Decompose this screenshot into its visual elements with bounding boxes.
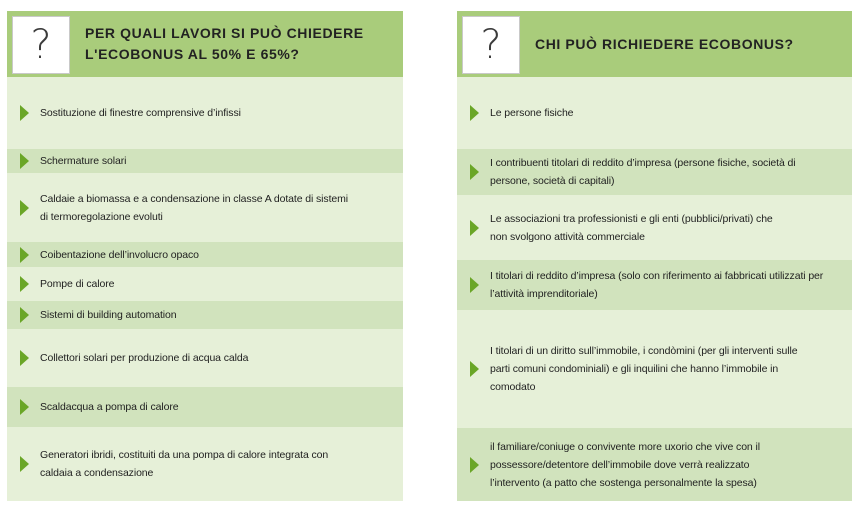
list-item bbox=[7, 301, 403, 329]
list-item-text: Pompe di calore bbox=[40, 278, 115, 290]
arrow-right-icon bbox=[20, 105, 29, 121]
arrow-right-icon bbox=[470, 105, 479, 121]
list-item bbox=[7, 173, 403, 242]
works-header bbox=[7, 11, 403, 77]
applicants-panel bbox=[457, 11, 852, 501]
list-item bbox=[7, 267, 403, 301]
arrow-right-icon bbox=[20, 307, 29, 323]
applicants-list bbox=[457, 77, 852, 501]
applicants-header bbox=[457, 11, 852, 77]
list-item bbox=[457, 77, 852, 149]
list-item-text: Coibentazione dell’involucro opaco bbox=[40, 248, 199, 261]
list-item-text: Le associazioni tra professionisti e gli enti (pubblici/privati) che non svolgono attività commerciale bbox=[490, 212, 773, 243]
list-item bbox=[457, 149, 852, 195]
list-item-text: I contribuenti titolari di reddito d’impresa (persone fisiche, società di persone, società di capitali) bbox=[490, 157, 796, 187]
question-mark-icon: ? bbox=[30, 22, 52, 68]
works-title: PER QUALI LAVORI SI PUÒ CHIEDERE L'ECOBONUS AL 50% E 65%? bbox=[85, 25, 364, 62]
arrow-right-icon bbox=[470, 361, 479, 377]
list-item bbox=[457, 310, 852, 428]
arrow-right-icon bbox=[20, 399, 29, 415]
question-mark-icon: ? bbox=[480, 22, 502, 68]
arrow-right-icon bbox=[20, 350, 29, 366]
list-item bbox=[7, 242, 403, 267]
list-item-text: Schermature solari bbox=[40, 155, 127, 167]
list-item bbox=[457, 195, 852, 260]
works-panel bbox=[7, 11, 403, 501]
arrow-right-icon bbox=[20, 456, 29, 472]
list-item-text: I titolari di reddito d’impresa (solo con riferimento ai fabbricati utilizzati per l’attività imprenditoriale) bbox=[490, 270, 824, 300]
list-item-text: Sostituzione di finestre comprensive d’infissi bbox=[40, 107, 241, 119]
list-item bbox=[457, 428, 852, 501]
question-box bbox=[462, 16, 520, 74]
arrow-right-icon bbox=[470, 164, 479, 180]
list-item bbox=[457, 260, 852, 310]
arrow-right-icon bbox=[20, 200, 29, 216]
list-item bbox=[7, 387, 403, 427]
list-item bbox=[7, 149, 403, 173]
list-item bbox=[7, 77, 403, 149]
list-item-text: I titolari di un diritto sull’immobile, i condòmini (per gli interventi sulle parti comuni condominiali) e gli inquilini che hanno l’immobile in comodato bbox=[490, 345, 798, 393]
question-box bbox=[12, 16, 70, 74]
list-item-text: Le persone fisiche bbox=[490, 107, 574, 119]
list-item bbox=[7, 329, 403, 387]
arrow-right-icon bbox=[470, 457, 479, 473]
list-item-text: il familiare/coniuge o convivente more uxorio che vive con il possessore/detentore dell’immobile dove verrà realizzato l’intervento (a patto che sostenga personalmente la spesa) bbox=[490, 440, 760, 489]
works-list bbox=[7, 77, 403, 501]
arrow-right-icon bbox=[470, 220, 479, 236]
arrow-right-icon bbox=[20, 276, 29, 292]
applicants-title: CHI PUÒ RICHIEDERE ECOBONUS? bbox=[535, 35, 794, 52]
arrow-right-icon bbox=[20, 247, 29, 263]
list-item-text: Collettori solari per produzione di acqua calda bbox=[40, 352, 249, 364]
list-item-text: Generatori ibridi, costituiti da una pompa di calore integrata con caldaia a condensazione bbox=[40, 449, 329, 479]
list-item-text: Caldaie a biomassa e a condensazione in classe A dotate di sistemi di termoregolazione evoluti bbox=[40, 192, 349, 223]
list-item-text: Sistemi di building automation bbox=[40, 309, 177, 321]
list-item bbox=[7, 427, 403, 501]
arrow-right-icon bbox=[20, 153, 29, 169]
list-item-text: Scaldacqua a pompa di calore bbox=[40, 401, 179, 413]
arrow-right-icon bbox=[470, 277, 479, 293]
